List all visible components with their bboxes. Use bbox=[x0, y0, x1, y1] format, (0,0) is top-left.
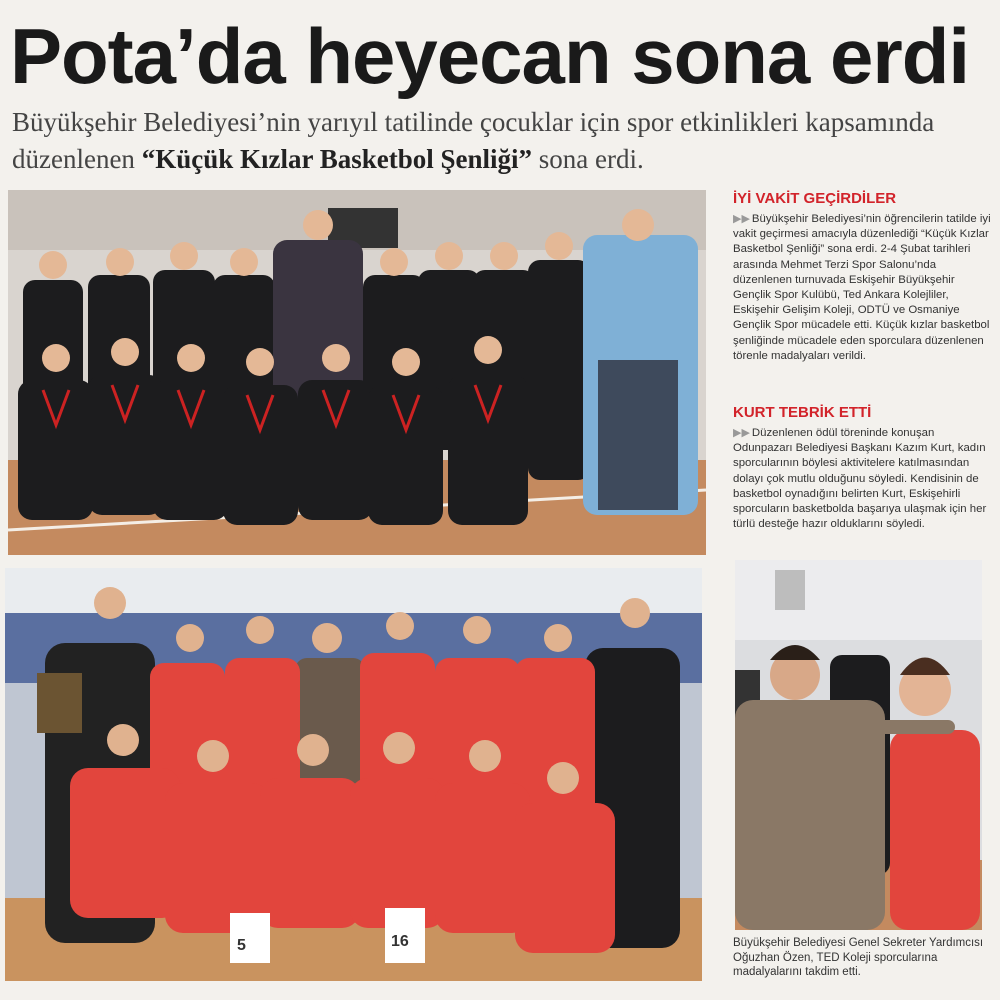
lead-paragraph bbox=[12, 104, 992, 178]
photo-caption: Büyükşehir Belediyesi Genel Sekreter Yardımcısı Oğuzhan Özen, TED Koleji sporcularına madalyalarını takdim etti. bbox=[733, 937, 984, 978]
section-text-iyi-vakit bbox=[733, 212, 995, 364]
jersey-number-16: 16 bbox=[391, 933, 409, 950]
paragraph-arrow-icon: ▶▶ bbox=[733, 213, 750, 225]
team-photo-red-uniforms bbox=[5, 568, 702, 981]
section-title-kurt-tebrik: KURT TEBRİK ETTİ bbox=[733, 404, 872, 421]
lead-text-1: Büyükşehir Belediyesi’nin yarıyıl tatilinde çocuklar için spor etkinlikleri kapsamında düzenlenen bbox=[12, 107, 935, 174]
section-iyi-vakit bbox=[733, 190, 995, 364]
medal-ceremony-illustration bbox=[735, 560, 982, 930]
section-body-kurt-tebrik: Düzenlenen ödül töreninde konuşan Odunpazarı Belediyesi Başkanı Kazım Kurt, kadın sporcularının böylesi aktivitelere katılmasından dolayı çok mutlu olduğunu söyledi. Kendisinin de basketbol oynadığını belirten Kurt, Eskişehirli sporcuların basketbolda başarıya ulaşmak için her türlü desteğe hazır olduklarını söyledi. bbox=[733, 427, 987, 531]
medal-ceremony-photo bbox=[735, 560, 982, 930]
team-photo-red-illustration bbox=[5, 568, 702, 981]
section-title-iyi-vakit: İYİ VAKİT GEÇİRDİLER bbox=[733, 190, 897, 207]
paragraph-arrow-icon: ▶▶ bbox=[733, 427, 750, 439]
section-text-kurt-tebrik bbox=[733, 426, 995, 532]
lead-highlight: “Küçük Kızlar Basketbol Şenliği” bbox=[141, 144, 533, 174]
section-kurt-tebrik bbox=[733, 404, 995, 532]
team-photo-black-illustration bbox=[8, 190, 706, 555]
lead-text-2: sona erdi. bbox=[532, 144, 644, 174]
headline: Pota’da heyecan sona erdi bbox=[10, 12, 970, 100]
jersey-number-5: 5 bbox=[237, 937, 246, 954]
team-photo-black-uniforms bbox=[8, 190, 706, 555]
section-body-iyi-vakit: Büyükşehir Belediyesi’nin öğrencilerin tatilde iyi vakit geçirmesi amacıyla düzenlediği “Küçük Kızlar Basketbol Şenliği” sona erdi. 2-4 Şubat tarihleri arasında Mehmet Terzi Spor Salonu’nda düzenlenen turnuvada Eskişehir Büyükşehir Gençlik Spor Kulübü, Ted Ankara Kolejliler, Eskişehir Gelişim Koleji, ODTÜ ve Osmaniye Gençlik Spor mücadele etti. Küçük kızlar basketbol şenliğinde mücadele eden sporculara düzenlenen törenle madalyaları verildi. bbox=[733, 213, 991, 362]
